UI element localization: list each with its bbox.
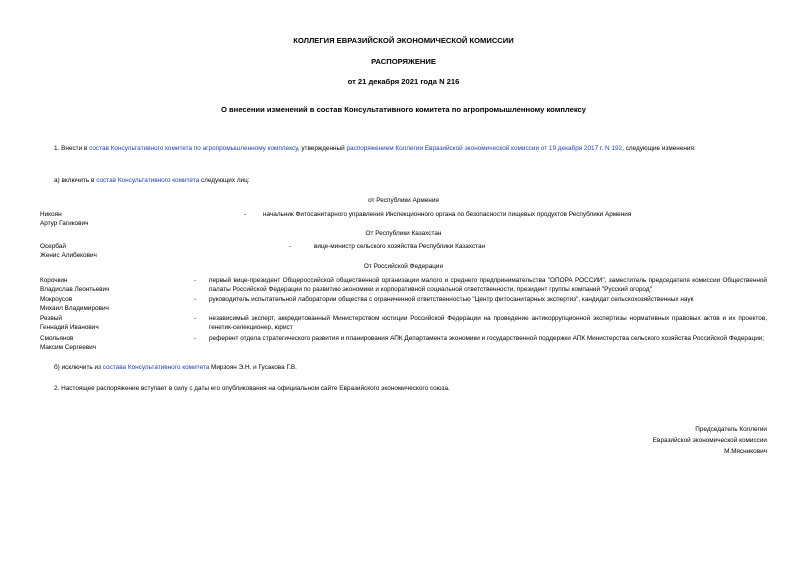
para1-post: , следующие изменения: [622,145,696,152]
link-order-192[interactable]: распоряжением Коллегии Евразийской экономической комиссии от 19 декабря 2017 г. N 192 [346,145,623,152]
link-committee-composition[interactable]: состав Консультативного комитета по агропромышленному комплексу [89,145,298,152]
group-title-kazakhstan: От Республики Казахстан [365,230,442,237]
member-name [40,335,190,352]
member-dash: - [194,315,197,322]
member-last-name: Резвый [40,315,62,322]
member-dash: - [194,335,197,342]
signature-title: Председатель Коллегии [695,426,767,433]
member-name [40,211,190,228]
item-b [54,364,297,373]
member-name [40,296,190,313]
member-dash: - [244,211,247,218]
doc-subject: О внесении изменений в состав Консультативного комитета по агропромышленному комплексу [220,105,587,114]
member-last-name: Мокроусов [40,296,73,303]
member-first-name: Женис Алибекович [40,251,97,259]
member-description: независимый эксперт, аккредитованный Министерством юстиции Российской Федерации на проведение антикоррупционной экспертизы нормативных правовых актов и их проектов, генетик-селекционер, юрист [209,315,767,331]
member-dash: - [194,296,197,303]
member-description: руководитель испытательной лаборатории общества с ограниченной ответственностью "Центр фитосанитарных экспертиз", кандидат сельскохозяйственных наук [209,296,694,303]
group-title-russia: От Российской Федерации [363,263,444,270]
signature-org: Евразийской экономической комиссии [652,437,767,444]
item-a-post: следующих лиц: [199,177,250,184]
member-first-name: Михаил Владимирович [40,304,109,312]
member-dash: - [194,277,197,284]
group-title-armenia: от Республики Армения [368,197,439,204]
member-dash: - [289,243,292,250]
member-first-name: Геннадий Иванович [40,323,99,331]
member-first-name: Артур Гагикович [40,219,89,227]
member-description: вице-министр сельского хозяйства Республики Казахстан [314,243,486,250]
item-b-pre: б) исключить из [54,364,103,371]
item-b-post: Мирзоян Э.Н. и Гусакова Г.В. [209,364,297,371]
member-last-name: Корочкин [40,277,68,284]
item-a [54,177,250,186]
member-first-name: Владислав Леонтьевич [40,285,110,293]
member-name [40,315,190,332]
member-description: референт отдела стратегического развития и планирования АПК Департамента экономики и государственной поддержки АПК Министерства сельского хозяйства Российской Федерации; [209,335,765,342]
member-description: начальник Фитосанитарного управления Инспекционного органа по безопасности пищевых продуктов Республики Армения [263,211,632,218]
member-description: первый вице-президент Общероссийской общественной организации малого и среднего предпринимательства "ОПОРА РОССИИ", заместитель председателя комиссии Общественной палаты Российской Федерации по развитию экономики и корпоративной социальной ответственности, президент группы компаний "Русский огород" [209,277,767,293]
member-name [40,277,190,294]
member-last-name: Никоян [40,211,62,218]
member-name [40,243,190,260]
member-last-name: Осербай [40,243,66,250]
signature-name: М.Мясникович [724,448,767,455]
doc-type: РАСПОРЯЖЕНИЕ [371,57,436,66]
link-committee-b[interactable]: состава Консультативного комитета [102,364,210,371]
member-last-name: Смольянов [40,335,74,342]
org-title: КОЛЛЕГИЯ ЕВРАЗИЙСКОЙ ЭКОНОМИЧЕСКОЙ КОМИССИИ [293,36,514,45]
para1-pre: 1. Внести в [54,145,90,152]
link-committee-a[interactable]: состав Консультативного комитета [96,177,200,184]
para1-mid: , утвержденный [297,145,347,152]
paragraph-1 [40,145,767,154]
item-a-pre: а) включить в [54,177,97,184]
paragraph-2: 2. Настоящее распоряжение вступает в силу с даты его опубликования на официальном сайте Евразийского экономического союза. [54,385,450,392]
member-first-name: Максим Сергеевич [40,343,97,351]
date-number: от 21 декабря 2021 года N 216 [347,77,460,86]
